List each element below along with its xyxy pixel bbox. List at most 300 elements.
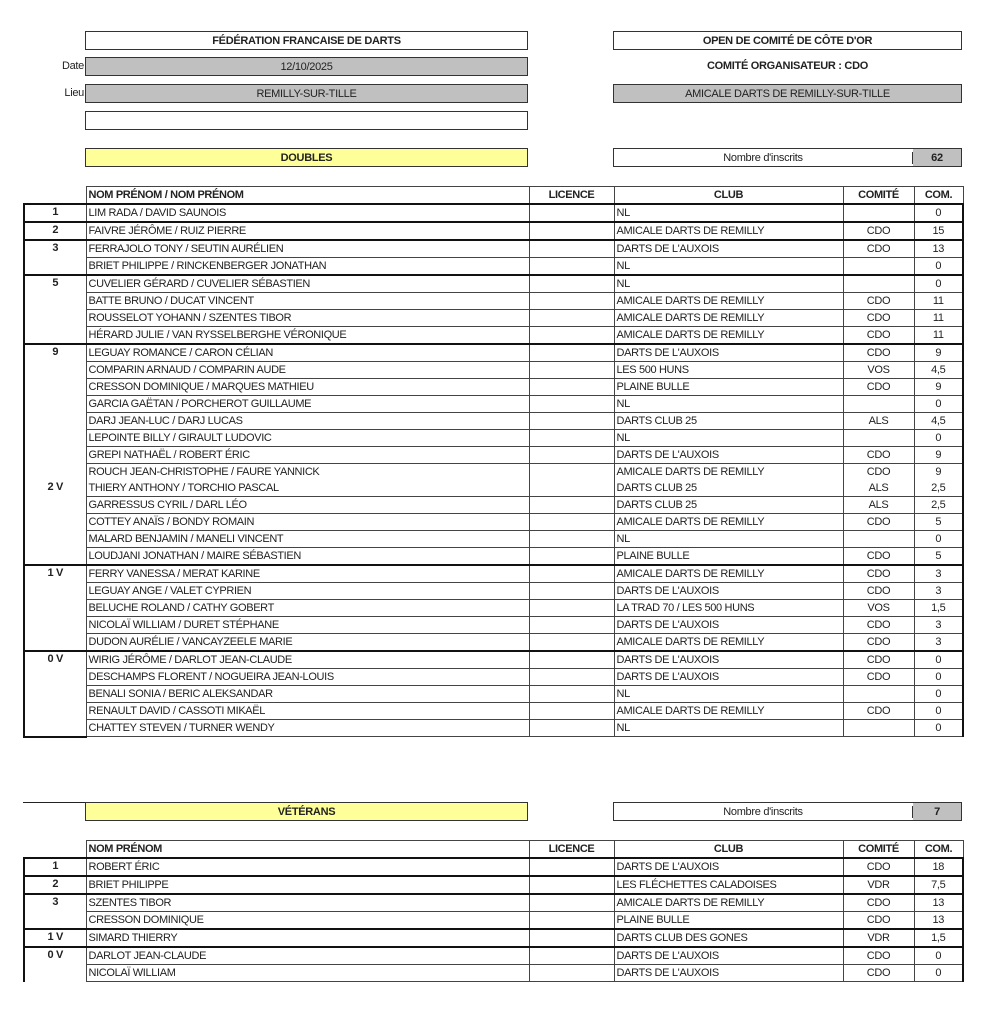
organizer-label: COMITÉ ORGANISATEUR : CDO	[707, 60, 868, 72]
name-header: NOM PRÉNOM / NOM PRÉNOM	[86, 187, 529, 205]
date-label: Date	[61, 60, 84, 72]
name-cell: NICOLAÏ WILLIAM	[86, 965, 529, 982]
club-cell: NL	[614, 396, 843, 413]
com-cell: 9	[914, 344, 963, 362]
name-cell: CRESSON DOMINIQUE	[86, 912, 529, 930]
table-row	[24, 583, 963, 600]
com-cell: 3	[914, 565, 963, 583]
rank-cell: 0 V	[24, 947, 86, 965]
club-header: CLUB	[614, 187, 843, 205]
licence-cell	[529, 894, 614, 912]
licence-cell	[529, 583, 614, 600]
club-cell: AMICALE DARTS DE REMILLY	[614, 514, 843, 531]
table-row	[24, 703, 963, 720]
com-cell: 2,5	[914, 497, 963, 514]
table-row	[24, 965, 963, 982]
club-cell: NL	[614, 430, 843, 447]
name-cell: CRESSON DOMINIQUE / MARQUES MATHIEU	[86, 379, 529, 396]
licence-cell	[529, 634, 614, 652]
licence-cell	[529, 703, 614, 720]
com-cell: 0	[914, 669, 963, 686]
licence-header: LICENCE	[529, 841, 614, 859]
licence-cell	[529, 222, 614, 240]
table-row	[24, 240, 963, 258]
rank-cell	[24, 413, 86, 430]
rank-cell	[24, 965, 86, 982]
veterans-count-label: Nombre d'inscrits	[614, 806, 913, 818]
table-row	[24, 600, 963, 617]
name-cell: RENAULT DAVID / CASSOTI MIKAËL	[86, 703, 529, 720]
name-cell: THIERY ANTHONY / TORCHIO PASCAL	[86, 480, 529, 497]
name-cell: DARLOT JEAN-CLAUDE	[86, 947, 529, 965]
blank-field[interactable]	[85, 111, 528, 130]
com-cell: 11	[914, 310, 963, 327]
table-row	[24, 634, 963, 652]
com-cell: 13	[914, 912, 963, 930]
name-cell: CHATTEY STEVEN / TURNER WENDY	[86, 720, 529, 737]
club-cell: LES FLÉCHETTES CALADOISES	[614, 876, 843, 894]
club-cell: DARTS DE L'AUXOIS	[614, 240, 843, 258]
club-cell: DARTS DE L'AUXOIS	[614, 583, 843, 600]
rank-cell	[24, 464, 86, 481]
rank-cell	[24, 634, 86, 652]
com-cell: 15	[914, 222, 963, 240]
club-cell: DARTS DE L'AUXOIS	[614, 669, 843, 686]
rank-cell	[24, 327, 86, 345]
club-cell: DARTS DE L'AUXOIS	[614, 858, 843, 876]
table-row	[24, 413, 963, 430]
comite-cell	[843, 275, 914, 293]
veterans-count-value: 7	[913, 803, 961, 820]
comite-cell: CDO	[843, 240, 914, 258]
licence-cell	[529, 912, 614, 930]
comite-cell: CDO	[843, 634, 914, 652]
rank-cell: 1	[24, 204, 86, 222]
club-cell: AMICALE DARTS DE REMILLY	[614, 894, 843, 912]
event-title: OPEN DE COMITÉ DE CÔTE D'OR	[613, 31, 962, 50]
name-cell: LEGUAY ANGE / VALET CYPRIEN	[86, 583, 529, 600]
comite-cell: CDO	[843, 583, 914, 600]
comite-cell: ALS	[843, 480, 914, 497]
comite-cell: CDO	[843, 912, 914, 930]
club-cell: AMICALE DARTS DE REMILLY	[614, 222, 843, 240]
licence-cell	[529, 565, 614, 583]
table-row	[24, 947, 963, 965]
comite-cell: VOS	[843, 600, 914, 617]
name-cell: BELUCHE ROLAND / CATHY GOBERT	[86, 600, 529, 617]
table-row	[24, 531, 963, 548]
name-cell: DUDON AURÉLIE / VANCAYZEELE MARIE	[86, 634, 529, 652]
name-cell: FAIVRE JÉRÔME / RUIZ PIERRE	[86, 222, 529, 240]
com-cell: 0	[914, 396, 963, 413]
table-row	[24, 447, 963, 464]
licence-cell	[529, 858, 614, 876]
com-cell: 9	[914, 464, 963, 481]
table-row	[24, 480, 963, 497]
name-cell: HÉRARD JULIE / VAN RYSSELBERGHE VÉRONIQUE	[86, 327, 529, 345]
com-cell: 0	[914, 430, 963, 447]
club-cell: NL	[614, 275, 843, 293]
com-cell: 4,5	[914, 362, 963, 379]
name-cell: BRIET PHILIPPE / RINCKENBERGER JONATHAN	[86, 258, 529, 276]
table-row	[24, 379, 963, 396]
veterans-count-box	[613, 802, 962, 821]
club-cell: DARTS CLUB 25	[614, 480, 843, 497]
com-cell: 9	[914, 447, 963, 464]
name-cell: COTTEY ANAÏS / BONDY ROMAIN	[86, 514, 529, 531]
club-cell: LES 500 HUNS	[614, 362, 843, 379]
com-cell: 4,5	[914, 413, 963, 430]
com-cell: 3	[914, 617, 963, 634]
table-row	[24, 686, 963, 703]
licence-cell	[529, 293, 614, 310]
licence-cell	[529, 947, 614, 965]
table-row	[24, 565, 963, 583]
club-header: CLUB	[614, 841, 843, 859]
com-cell: 2,5	[914, 480, 963, 497]
licence-cell	[529, 379, 614, 396]
rank-cell: 1	[24, 858, 86, 876]
comite-cell: CDO	[843, 514, 914, 531]
comite-cell	[843, 204, 914, 222]
rank-cell	[24, 258, 86, 276]
club-cell: NL	[614, 720, 843, 737]
club-cell: DARTS CLUB 25	[614, 413, 843, 430]
comite-header: COMITÉ	[843, 841, 914, 859]
doubles-count-box	[613, 148, 962, 167]
table-row	[24, 617, 963, 634]
table-row	[24, 876, 963, 894]
licence-cell	[529, 600, 614, 617]
name-cell: BATTE BRUNO / DUCAT VINCENT	[86, 293, 529, 310]
section-divider	[23, 802, 85, 803]
rank-cell	[24, 379, 86, 396]
table-row	[24, 344, 963, 362]
rank-cell	[24, 531, 86, 548]
doubles-count-label: Nombre d'inscrits	[614, 152, 913, 164]
licence-cell	[529, 344, 614, 362]
doubles-count-value: 62	[913, 149, 961, 166]
rank-cell	[24, 617, 86, 634]
host-club-field: AMICALE DARTS DE REMILLY-SUR-TILLE	[613, 84, 962, 103]
name-cell: GARRESSUS CYRIL / DARL LÉO	[86, 497, 529, 514]
comite-cell: CDO	[843, 447, 914, 464]
com-cell: 0	[914, 258, 963, 276]
licence-cell	[529, 447, 614, 464]
licence-cell	[529, 310, 614, 327]
rank-cell	[24, 396, 86, 413]
com-cell: 3	[914, 583, 963, 600]
licence-cell	[529, 686, 614, 703]
rank-cell: 0 V	[24, 651, 86, 669]
table-header-row	[24, 187, 963, 205]
comite-cell: CDO	[843, 548, 914, 566]
name-cell: WIRIG JÉRÔME / DARLOT JEAN-CLAUDE	[86, 651, 529, 669]
table-row	[24, 204, 963, 222]
licence-cell	[529, 275, 614, 293]
comite-cell: CDO	[843, 617, 914, 634]
club-cell: DARTS DE L'AUXOIS	[614, 344, 843, 362]
table-row	[24, 327, 963, 345]
com-cell: 11	[914, 327, 963, 345]
club-cell: NL	[614, 204, 843, 222]
table-row	[24, 222, 963, 240]
name-cell: FERRY VANESSA / MERAT KARINE	[86, 565, 529, 583]
table-row	[24, 258, 963, 276]
club-cell: AMICALE DARTS DE REMILLY	[614, 634, 843, 652]
licence-cell	[529, 362, 614, 379]
licence-cell	[529, 396, 614, 413]
rank-cell	[24, 497, 86, 514]
name-cell: DESCHAMPS FLORENT / NOGUEIRA JEAN-LOUIS	[86, 669, 529, 686]
table-row	[24, 430, 963, 447]
club-cell: PLAINE BULLE	[614, 379, 843, 396]
name-cell: BENALI SONIA / BERIC ALEKSANDAR	[86, 686, 529, 703]
com-cell: 9	[914, 379, 963, 396]
name-cell: NICOLAÏ WILLIAM / DURET STÉPHANE	[86, 617, 529, 634]
club-cell: PLAINE BULLE	[614, 912, 843, 930]
lieu-label: Lieu	[64, 87, 84, 99]
com-cell: 0	[914, 651, 963, 669]
comite-cell	[843, 720, 914, 737]
com-cell: 0	[914, 720, 963, 737]
licence-cell	[529, 965, 614, 982]
comite-cell: CDO	[843, 947, 914, 965]
doubles-table	[23, 186, 964, 738]
com-cell: 0	[914, 947, 963, 965]
com-cell: 0	[914, 275, 963, 293]
comite-cell: CDO	[843, 344, 914, 362]
federation-title: FÉDÉRATION FRANCAISE DE DARTS	[85, 31, 528, 50]
comite-header: COMITÉ	[843, 187, 914, 205]
name-cell: ROUCH JEAN-CHRISTOPHE / FAURE YANNICK	[86, 464, 529, 481]
name-cell: ROUSSELOT YOHANN / SZENTES TIBOR	[86, 310, 529, 327]
name-cell: LIM RADA / DAVID SAUNOIS	[86, 204, 529, 222]
com-cell: 5	[914, 548, 963, 566]
name-cell: SZENTES TIBOR	[86, 894, 529, 912]
rank-cell	[24, 293, 86, 310]
name-cell: LEPOINTE BILLY / GIRAULT LUDOVIC	[86, 430, 529, 447]
club-cell: AMICALE DARTS DE REMILLY	[614, 293, 843, 310]
table-row	[24, 929, 963, 947]
rank-header	[24, 187, 86, 205]
table-header-row	[24, 841, 963, 859]
comite-cell: VDR	[843, 876, 914, 894]
name-cell: FERRAJOLO TONY / SEUTIN AURÉLIEN	[86, 240, 529, 258]
club-cell: DARTS CLUB 25	[614, 497, 843, 514]
rank-cell	[24, 912, 86, 930]
licence-cell	[529, 240, 614, 258]
comite-cell: VOS	[843, 362, 914, 379]
table-row	[24, 275, 963, 293]
club-cell: PLAINE BULLE	[614, 548, 843, 566]
club-cell: NL	[614, 686, 843, 703]
com-cell: 13	[914, 240, 963, 258]
name-cell: BRIET PHILIPPE	[86, 876, 529, 894]
club-cell: AMICALE DARTS DE REMILLY	[614, 327, 843, 345]
com-cell: 1,5	[914, 929, 963, 947]
club-cell: AMICALE DARTS DE REMILLY	[614, 565, 843, 583]
name-cell: LOUDJANI JONATHAN / MAIRE SÉBASTIEN	[86, 548, 529, 566]
rank-cell: 3	[24, 894, 86, 912]
licence-cell	[529, 327, 614, 345]
name-cell: DARJ JEAN-LUC / DARJ LUCAS	[86, 413, 529, 430]
rank-cell	[24, 600, 86, 617]
club-cell: NL	[614, 531, 843, 548]
club-cell: AMICALE DARTS DE REMILLY	[614, 310, 843, 327]
table-row	[24, 396, 963, 413]
club-cell: AMICALE DARTS DE REMILLY	[614, 703, 843, 720]
licence-cell	[529, 204, 614, 222]
comite-cell: ALS	[843, 413, 914, 430]
com-header: COM.	[914, 187, 963, 205]
comite-cell: CDO	[843, 703, 914, 720]
licence-cell	[529, 617, 614, 634]
licence-cell	[529, 464, 614, 481]
comite-cell: CDO	[843, 310, 914, 327]
com-header: COM.	[914, 841, 963, 859]
comite-cell: CDO	[843, 965, 914, 982]
rank-cell: 2	[24, 876, 86, 894]
comite-cell	[843, 531, 914, 548]
rank-cell: 3	[24, 240, 86, 258]
club-cell: NL	[614, 258, 843, 276]
doubles-section-title: DOUBLES	[85, 148, 528, 167]
table-row	[24, 894, 963, 912]
name-cell: GREPI NATHAËL / ROBERT ÉRIC	[86, 447, 529, 464]
rank-cell	[24, 686, 86, 703]
com-cell: 11	[914, 293, 963, 310]
rank-cell	[24, 720, 86, 737]
club-cell: DARTS DE L'AUXOIS	[614, 651, 843, 669]
com-cell: 0	[914, 965, 963, 982]
table-row	[24, 293, 963, 310]
rank-cell	[24, 703, 86, 720]
com-cell: 1,5	[914, 600, 963, 617]
rank-header	[24, 841, 86, 859]
rank-cell: 1 V	[24, 565, 86, 583]
licence-cell	[529, 514, 614, 531]
table-row	[24, 514, 963, 531]
comite-cell: VDR	[843, 929, 914, 947]
rank-cell	[24, 447, 86, 464]
licence-cell	[529, 876, 614, 894]
com-cell: 0	[914, 531, 963, 548]
comite-cell	[843, 258, 914, 276]
comite-cell: CDO	[843, 894, 914, 912]
comite-cell	[843, 430, 914, 447]
comite-cell: CDO	[843, 565, 914, 583]
licence-cell	[529, 258, 614, 276]
name-cell: SIMARD THIERRY	[86, 929, 529, 947]
com-cell: 13	[914, 894, 963, 912]
name-cell: ROBERT ÉRIC	[86, 858, 529, 876]
comite-cell	[843, 686, 914, 703]
rank-cell: 2 V	[24, 480, 86, 497]
club-cell: AMICALE DARTS DE REMILLY	[614, 464, 843, 481]
licence-cell	[529, 929, 614, 947]
licence-cell	[529, 497, 614, 514]
licence-cell	[529, 669, 614, 686]
licence-cell	[529, 430, 614, 447]
table-row	[24, 548, 963, 566]
comite-cell: ALS	[843, 497, 914, 514]
rank-cell: 1 V	[24, 929, 86, 947]
veterans-section-title: VÉTÉRANS	[85, 802, 528, 821]
com-cell: 3	[914, 634, 963, 652]
comite-cell: CDO	[843, 669, 914, 686]
date-field[interactable]: 12/10/2025	[85, 57, 528, 76]
club-cell: LA TRAD 70 / LES 500 HUNS	[614, 600, 843, 617]
table-row	[24, 362, 963, 379]
rank-cell: 9	[24, 344, 86, 362]
table-row	[24, 464, 963, 481]
name-cell: LEGUAY ROMANCE / CARON CÉLIAN	[86, 344, 529, 362]
com-cell: 0	[914, 686, 963, 703]
table-row	[24, 912, 963, 930]
comite-cell: CDO	[843, 327, 914, 345]
name-cell: CUVELIER GÉRARD / CUVELIER SÉBASTIEN	[86, 275, 529, 293]
table-row	[24, 310, 963, 327]
com-cell: 0	[914, 703, 963, 720]
table-row	[24, 858, 963, 876]
lieu-field[interactable]: REMILLY-SUR-TILLE	[85, 84, 528, 103]
club-cell: DARTS DE L'AUXOIS	[614, 617, 843, 634]
licence-header: LICENCE	[529, 187, 614, 205]
rank-cell	[24, 548, 86, 566]
club-cell: DARTS CLUB DES GONES	[614, 929, 843, 947]
rank-cell	[24, 514, 86, 531]
comite-cell: CDO	[843, 222, 914, 240]
licence-cell	[529, 531, 614, 548]
club-cell: DARTS DE L'AUXOIS	[614, 965, 843, 982]
rank-cell	[24, 310, 86, 327]
comite-cell: CDO	[843, 293, 914, 310]
table-row	[24, 651, 963, 669]
rank-cell: 5	[24, 275, 86, 293]
name-cell: GARCIA GAËTAN / PORCHEROT GUILLAUME	[86, 396, 529, 413]
comite-cell: CDO	[843, 379, 914, 396]
com-cell: 18	[914, 858, 963, 876]
club-cell: DARTS DE L'AUXOIS	[614, 947, 843, 965]
rank-cell	[24, 583, 86, 600]
licence-cell	[529, 548, 614, 566]
licence-cell	[529, 651, 614, 669]
comite-cell: CDO	[843, 464, 914, 481]
veterans-table	[23, 840, 964, 982]
rank-cell	[24, 362, 86, 379]
rank-cell	[24, 430, 86, 447]
licence-cell	[529, 720, 614, 737]
club-cell: DARTS DE L'AUXOIS	[614, 447, 843, 464]
table-row	[24, 497, 963, 514]
name-header: NOM PRÉNOM	[86, 841, 529, 859]
name-cell: COMPARIN ARNAUD / COMPARIN AUDE	[86, 362, 529, 379]
com-cell: 5	[914, 514, 963, 531]
com-cell: 7,5	[914, 876, 963, 894]
table-row	[24, 720, 963, 737]
licence-cell	[529, 480, 614, 497]
licence-cell	[529, 413, 614, 430]
table-row	[24, 669, 963, 686]
com-cell: 0	[914, 204, 963, 222]
name-cell: MALARD BENJAMIN / MANELI VINCENT	[86, 531, 529, 548]
comite-cell	[843, 396, 914, 413]
comite-cell: CDO	[843, 858, 914, 876]
comite-cell: CDO	[843, 651, 914, 669]
rank-cell	[24, 669, 86, 686]
rank-cell: 2	[24, 222, 86, 240]
